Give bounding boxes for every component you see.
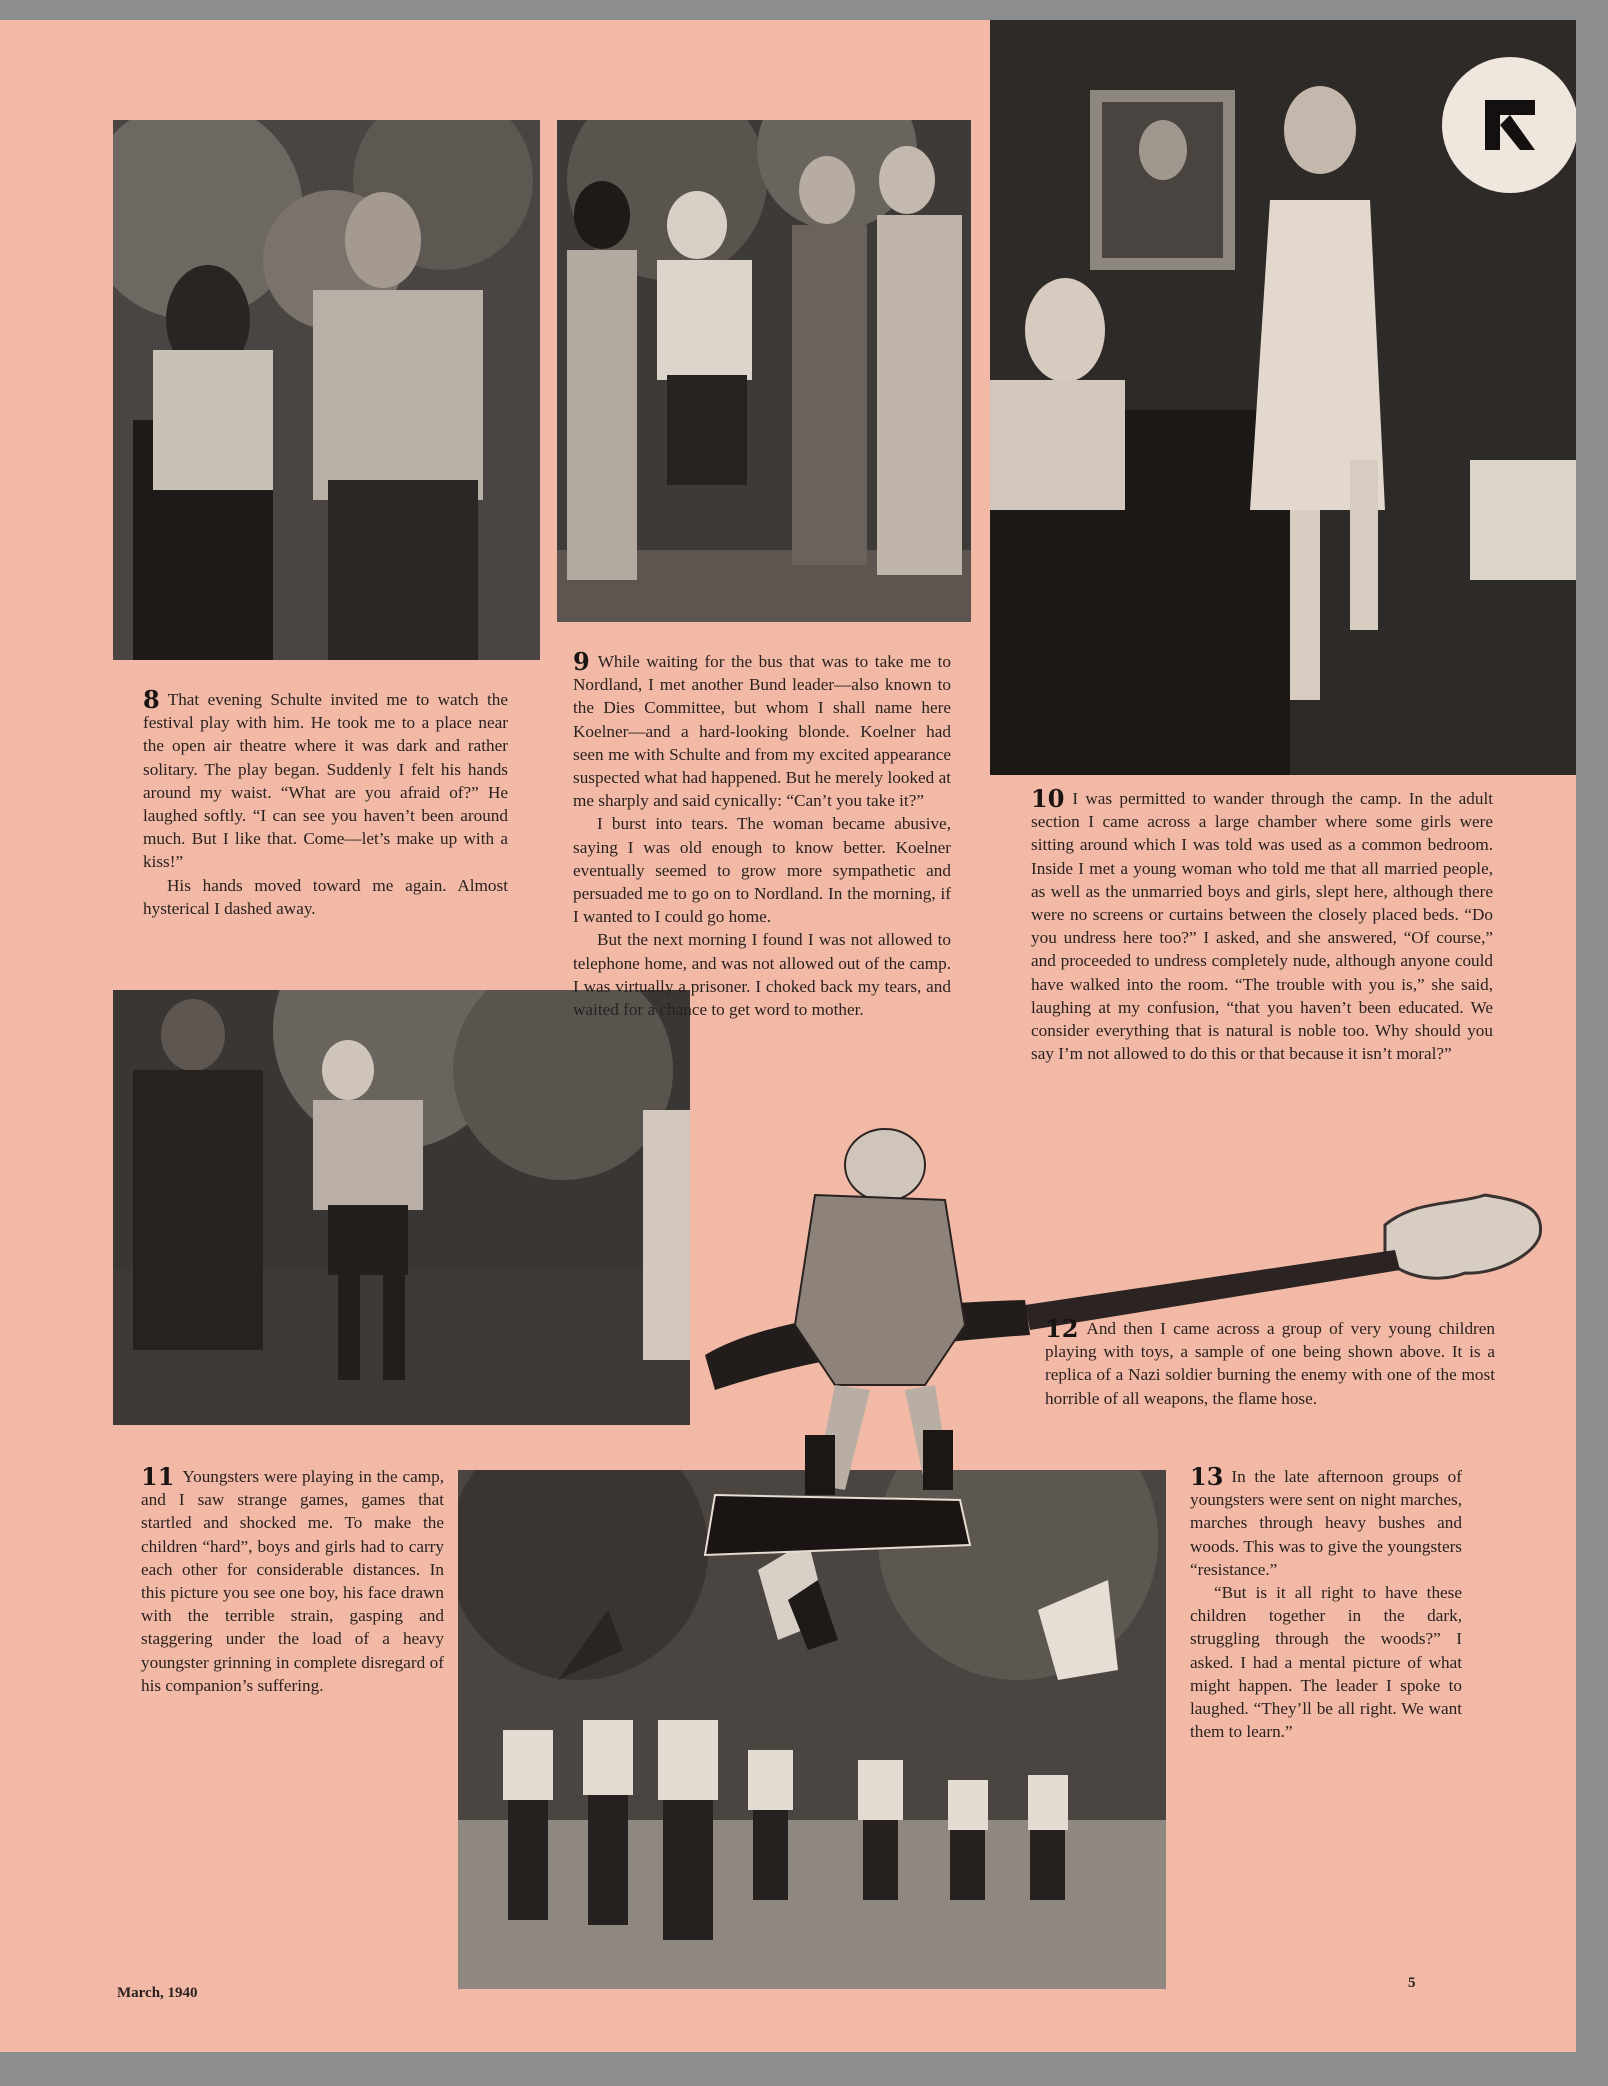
footer-date: March, 1940 bbox=[117, 1985, 198, 2001]
caption-12 bbox=[1045, 1314, 1495, 1410]
caption-number-10: 10 bbox=[1031, 784, 1065, 813]
photo-schulte-and-girl bbox=[113, 120, 540, 660]
caption-12-paragraph: And then I came across a group of very young children playing with toys, a sample of one being shown above. It is a replica of a Nazi soldier burning the enemy with one of the most horrible of all weapons, the flame hose. bbox=[1045, 1319, 1495, 1408]
caption-11-paragraph: Youngsters were playing in the camp, and I saw strange games, games that startled and shocked me. To make the children “hard”, boys and girls had to carry each other for considerable distances. In this picture you see one boy, his face drawn with the terrible strain, gasping and staggering under the load of a heavy youngster grinning in complete disregard of his companion’s suffering. bbox=[141, 1467, 444, 1695]
caption-11 bbox=[141, 1462, 444, 1697]
caption-number-12: 12 bbox=[1045, 1314, 1079, 1343]
caption-13-paragraph: In the late afternoon groups of youngsters were sent on night marches, marches through heavy bushes and woods. This was to give the youngsters “resistance.” bbox=[1190, 1467, 1462, 1579]
caption-13 bbox=[1190, 1462, 1462, 1743]
page-number: 5 bbox=[1408, 1975, 1416, 1991]
caption-8 bbox=[143, 685, 508, 920]
caption-8-paragraph: His hands moved toward me again. Almost hysterical I dashed away. bbox=[143, 875, 508, 918]
caption-8-paragraph: That evening Schulte invited me to watch the festival play with him. He took me to a place near the open air theatre where it was dark and rather solitary. The play began. Suddenly I felt his hands around my waist. “What are you afraid of?” He laughed softly. “I can see you haven’t been around much. But I like that. Come—let’s make up with a kiss!” bbox=[143, 690, 508, 872]
photo-bund-leaders-and-blonde bbox=[557, 120, 971, 622]
caption-13-paragraph: “But is it all right to have these children together in the dark, struggling through the woods?” I asked. I had a mental picture of what might happen. The leader I spoke to laughed. “They’ll be all right. We want them to learn.” bbox=[1190, 1583, 1462, 1742]
photo-common-bedroom bbox=[990, 20, 1576, 775]
caption-10 bbox=[1031, 784, 1493, 1065]
caption-number-9: 9 bbox=[573, 647, 590, 676]
caption-9-paragraph: But the next morning I found I was not allowed to telephone home, and was not allowed out of the camp. I was virtually a prisoner. I choked back my tears, and waited for a chance to get word to mother. bbox=[573, 930, 951, 1020]
caption-10-paragraph: I was permitted to wander through the camp. In the adult section I came across a large chamber where some girls were sitting around which I was told was used as a common bedroom. Inside I met a young woman who told me that all married people, as well as the unmarried boys and girls, slept here, although there were no screens or curtains between the closely placed beds. “Do you undress here too?” I asked, and she answered, “Of course,” and proceeded to undress completely nude, although anyone could have walked into the room. “The trouble with you is,” she said, laughing at my confusion, “that you haven’t been educated. We consider everything that is natural is noble too. Why should you say I’m not allowed to do this or that because it isn’t moral?” bbox=[1031, 789, 1493, 1064]
caption-number-13: 13 bbox=[1190, 1462, 1224, 1491]
magazine-page bbox=[0, 20, 1576, 2052]
caption-9-paragraph: I burst into tears. The woman became abusive, saying I was old enough to know better. Koelner eventually seemed to grow more sympathetic and persuaded me to go on to Nordland. In the morning, if I wanted to I could go home. bbox=[573, 814, 951, 927]
caption-number-11: 11 bbox=[141, 1462, 175, 1491]
caption-9-paragraph: While waiting for the bus that was to take me to Nordland, I met another Bund leader—also known to the Dies Committee, but whom I shall name here Koelner—and a hard-looking blonde. Koelner had seen me with Schulte and from my excited appearance suspected what had happened. But he merely looked at me sharply and said cynically: “Can’t you take it?” bbox=[573, 652, 951, 811]
caption-number-8: 8 bbox=[143, 685, 160, 714]
caption-9 bbox=[573, 647, 951, 1021]
photo-youngsters-carrying bbox=[113, 990, 690, 1425]
